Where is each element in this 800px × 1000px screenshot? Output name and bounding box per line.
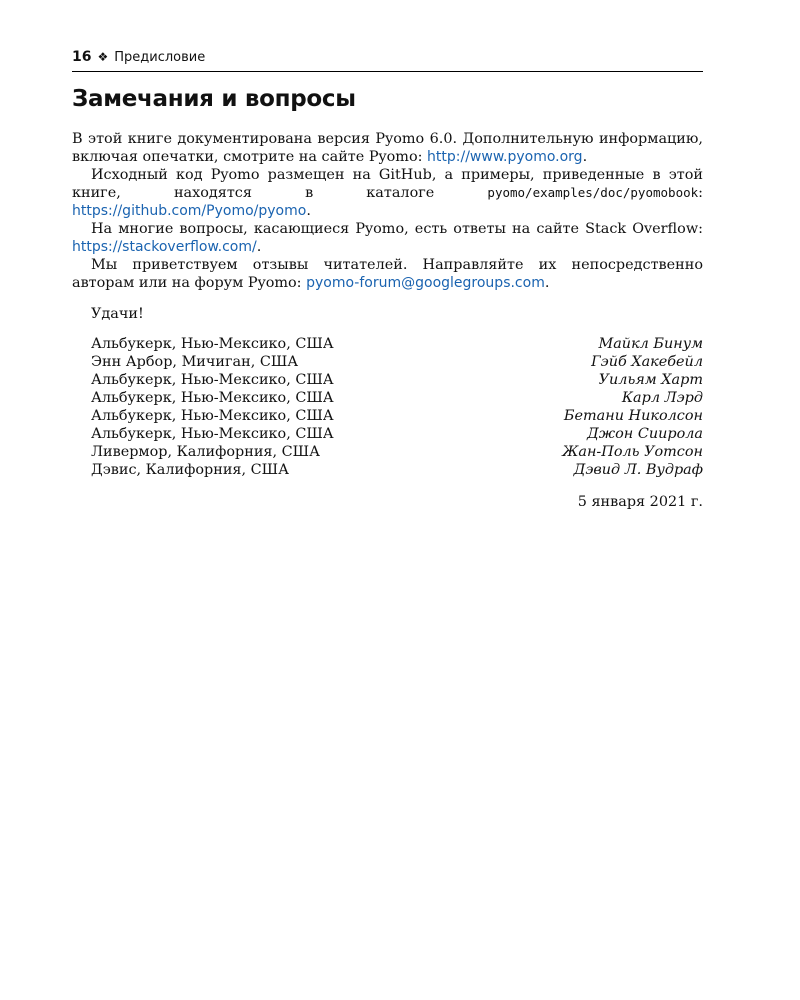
signature-name: Жан-Поль Уотсон — [562, 444, 703, 460]
signature-row — [72, 371, 703, 389]
closing-line: Удачи! — [91, 306, 144, 322]
preface-date: 5 января 2021 г. — [577, 494, 703, 510]
stackoverflow-link[interactable]: https://stackoverflow.com/ — [72, 239, 257, 255]
page-number: 16 — [72, 49, 92, 65]
diamond-separator-icon: ❖ — [97, 50, 109, 64]
section-title: Предисловие — [114, 50, 206, 65]
signature-place: Альбукерк, Нью-Мексико, США — [91, 390, 334, 406]
signature-place: Ливермор, Калифорния, США — [91, 444, 320, 460]
punctuation: . — [544, 275, 550, 291]
forum-email-link[interactable]: pyomo-forum@googlegroups.com — [306, 275, 545, 291]
punctuation: . — [582, 149, 588, 165]
signature-place: Дэвис, Калифорния, США — [91, 462, 289, 478]
punctuation: . — [306, 203, 311, 219]
signature-name: Карл Лэрд — [621, 390, 703, 406]
examples-path: pyomo/examples/doc/pyomobook — [487, 185, 699, 200]
signature-name: Уильям Харт — [598, 372, 703, 388]
signature-place: Энн Арбор, Мичиган, США — [91, 354, 299, 370]
running-header — [72, 49, 703, 72]
signature-row — [72, 389, 703, 407]
punctuation: : — [698, 185, 703, 201]
paragraph-source-code — [72, 166, 703, 220]
paragraph-text: Мы приветствуем отзывы читателей. Направляйте их непосредственно авторам или на форум Pyomo: — [72, 257, 703, 291]
punctuation: . — [256, 239, 262, 255]
paragraph-text: В этой книге документирована версия Pyomo 6.0. Дополнительную информацию, включая опечатки, смотрите на сайте Pyomo: — [72, 131, 703, 165]
paragraph-version — [72, 130, 703, 166]
signature-name: Джон Сиирола — [587, 426, 703, 442]
signature-name: Майкл Бинум — [598, 336, 703, 352]
signature-row — [72, 425, 703, 443]
paragraph-text: На многие вопросы, касающиеся Pyomo, есть ответы на сайте Stack Overflow: — [91, 221, 703, 237]
signature-row — [72, 353, 703, 371]
paragraph-text: Исходный код Pyomo размещен на GitHub, а примеры, приведенные в этой книге, находятся в каталоге — [72, 167, 703, 201]
signature-place: Альбукерк, Нью-Мексико, США — [91, 336, 334, 352]
signature-name: Гэйб Хакебейл — [591, 354, 703, 370]
signature-row — [72, 335, 703, 353]
section-heading: Замечания и вопросы — [72, 86, 356, 112]
signature-list — [72, 335, 703, 479]
signature-place: Альбукерк, Нью-Мексико, США — [91, 426, 334, 442]
signature-row — [72, 407, 703, 425]
signature-row — [72, 443, 703, 461]
paragraph-stackoverflow — [72, 220, 703, 256]
signature-place: Альбукерк, Нью-Мексико, США — [91, 408, 334, 424]
github-link[interactable]: https://github.com/Pyomo/pyomo — [72, 203, 307, 219]
body-text — [72, 130, 703, 511]
pyomo-site-link[interactable]: http://www.pyomo.org — [427, 149, 583, 165]
signature-place: Альбукерк, Нью-Мексико, США — [91, 372, 334, 388]
paragraph-feedback — [72, 256, 703, 292]
signature-name: Бетани Николсон — [563, 408, 703, 424]
signature-row — [72, 461, 703, 479]
signature-name: Дэвид Л. Вудраф — [573, 462, 703, 478]
